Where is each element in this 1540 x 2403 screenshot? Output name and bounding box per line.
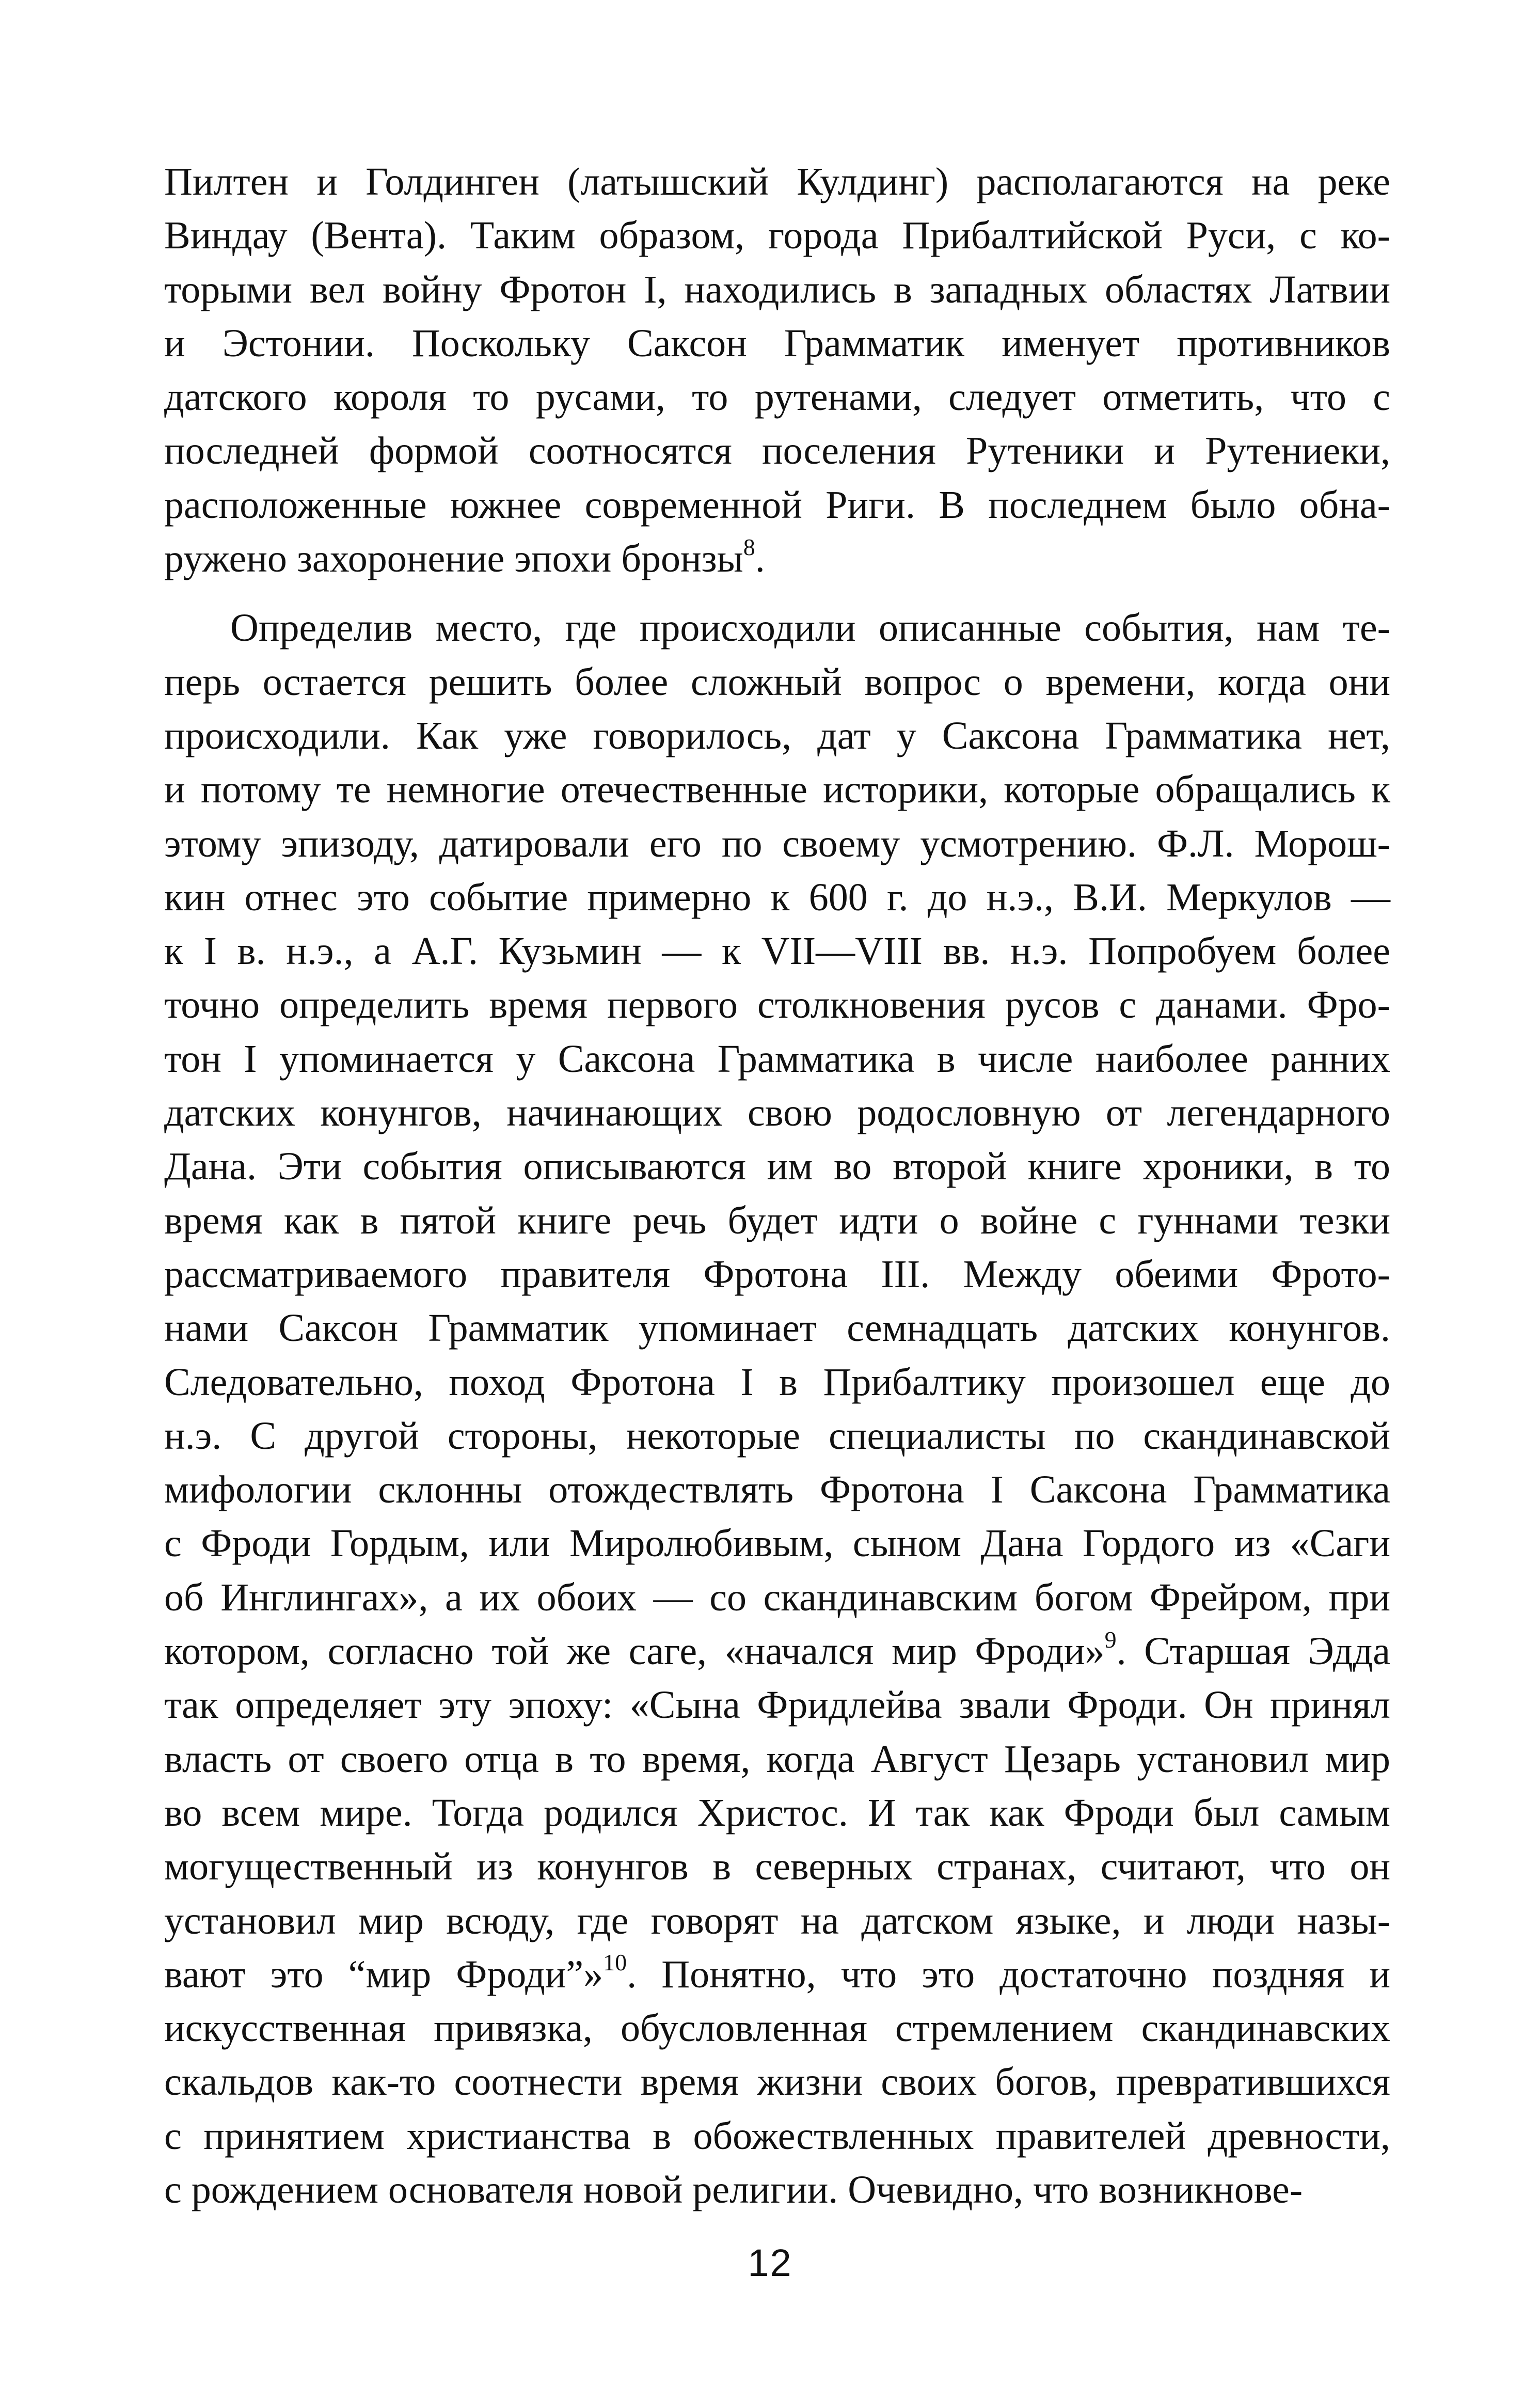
line-text: нами Саксон Грамматик упоминает семнадцать датских конунгов. (164, 1306, 1390, 1350)
text-line (164, 1463, 1390, 1516)
text-line (164, 1086, 1390, 1140)
line-text: Определив место, где происходили описанные события, нам те- (230, 606, 1390, 650)
text-line (164, 155, 1390, 209)
line-text: время как в пятой книге речь будет идти о войне с гуннами тезки (164, 1198, 1390, 1242)
line-text: происходили. Как уже говорилось, дат у Саксона Грамматика нет, (164, 714, 1390, 757)
line-text: расположенные южнее современной Риги. В последнем было обна- (164, 483, 1390, 527)
body-text (164, 155, 1390, 2217)
line-text: вают это “мир Фроди”» (164, 1952, 604, 1996)
line-text: этому эпизоду, датировали его по своему усмотрению. Ф.Л. Морош- (164, 821, 1390, 865)
line-text: последней формой соотносятся поселения Рутеники и Рутениеки, (164, 429, 1390, 473)
line-text: и Эстонии. Поскольку Саксон Грамматик именует противников (164, 321, 1390, 365)
line-text: власть от своего отца в то время, когда Август Цезарь установил мир (164, 1737, 1390, 1781)
line-text: скальдов как-то соотнести время жизни своих богов, превратившихся (164, 2060, 1390, 2104)
line-text: с Фроди Гордым, или Миролюбивым, сыном Дана Гордого из «Саги (164, 1522, 1390, 1566)
line-text: во всем мире. Тогда родился Христос. И так как Фроди был самым (164, 1791, 1390, 1835)
line-text: точно определить время первого столкновения русов с данами. Фро- (164, 983, 1390, 1027)
text-line (164, 871, 1390, 924)
text-line (164, 924, 1390, 978)
text-line (164, 1732, 1390, 1786)
text-line (164, 1140, 1390, 1193)
text-line (164, 424, 1390, 478)
text-line (164, 1409, 1390, 1463)
line-text: Виндау (Вента). Таким образом, города Прибалтийской Руси, с ко- (164, 214, 1390, 258)
line-text: мифологии склонны отождествлять Фротона I Саксона Грамматика (164, 1468, 1390, 1512)
line-text: так определяет эту эпоху: «Сына Фридлейва звали Фроди. Он принял (164, 1683, 1390, 1727)
line-text: перь остается решить более сложный вопрос о времени, когда они (164, 660, 1390, 704)
line-text: кин отнес это событие примерно к 600 г. до н.э., В.И. Меркулов — (164, 875, 1390, 919)
text-line (164, 709, 1390, 763)
footnote-marker: 10 (603, 1949, 627, 1976)
footnote-marker: 9 (1104, 1626, 1117, 1653)
text-line (164, 1786, 1390, 1840)
line-text: ружено захоронение эпохи бронзы (164, 537, 743, 581)
text-line (164, 209, 1390, 262)
footnote-marker: 8 (743, 533, 755, 560)
line-text-after-footnote: . Старшая Эдда (1116, 1630, 1390, 1673)
line-text: с принятием христианства в обожествленных правителей древности, (164, 2114, 1390, 2158)
line-text: с рождением основателя новой религии. Очевидно, что возникнове- (164, 2168, 1303, 2211)
text-line (164, 263, 1390, 317)
text-line (164, 1032, 1390, 1086)
line-text: котором, согласно той же саге, «начался мир Фроди» (164, 1630, 1105, 1673)
line-text: искусственная привязка, обусловленная стремлением скандинавских (164, 2006, 1390, 2050)
text-line (164, 1624, 1390, 1678)
paragraph (164, 155, 1390, 586)
text-line (164, 2109, 1390, 2163)
line-text: датского короля то русами, то рутенами, следует отметить, что с (164, 375, 1390, 419)
text-line (164, 1894, 1390, 1948)
text-line (164, 2055, 1390, 2109)
line-text: Пилтен и Голдинген (латышский Кулдинг) располагаются на реке (164, 160, 1390, 203)
text-line (164, 817, 1390, 871)
text-line (164, 1301, 1390, 1355)
text-line (164, 478, 1390, 532)
paragraph (164, 601, 1390, 2217)
text-line (164, 1516, 1390, 1570)
text-line (164, 2001, 1390, 2055)
line-text: установил мир всюду, где говорят на датском языке, и люди назы- (164, 1899, 1390, 1942)
text-line (164, 532, 1390, 586)
page-number: 12 (748, 2241, 792, 2284)
text-line (164, 601, 1390, 655)
text-line (164, 317, 1390, 370)
text-line (164, 1194, 1390, 1247)
line-text: датских конунгов, начинающих свою родословную от легендарного (164, 1091, 1390, 1135)
line-text: н.э. С другой стороны, некоторые специалисты по скандинавской (164, 1414, 1390, 1458)
line-text: об Инглингах», а их обоих — со скандинавским богом Фрейром, при (164, 1575, 1390, 1619)
text-line (164, 655, 1390, 709)
text-line (164, 763, 1390, 816)
line-text: Дана. Эти события описываются им во второй книге хроники, в то (164, 1145, 1390, 1189)
text-line (164, 370, 1390, 424)
line-text-after-footnote: . (755, 537, 765, 581)
line-text: тон I упоминается у Саксона Грамматика в числе наиболее ранних (164, 1037, 1390, 1081)
line-text: могущественный из конунгов в северных странах, считают, что он (164, 1845, 1390, 1889)
line-text: торыми вел войну Фротон I, находились в западных областях Латвии (164, 267, 1390, 311)
line-text: рассматриваемого правителя Фротона III. Между обеими Фрото- (164, 1252, 1390, 1296)
text-line (164, 1247, 1390, 1301)
text-line (164, 2163, 1390, 2217)
text-line (164, 978, 1390, 1032)
line-text: и потому те немногие отечественные историки, которые обращались к (164, 768, 1390, 812)
line-text: к I в. н.э., а А.Г. Кузьмин — к VII—VIII вв. н.э. Попробуем более (164, 929, 1390, 973)
text-line (164, 1678, 1390, 1732)
text-line (164, 1355, 1390, 1409)
line-text: Следовательно, поход Фротона I в Прибалтику произошел еще до (164, 1360, 1390, 1404)
text-line (164, 1948, 1390, 2001)
text-line (164, 1840, 1390, 1893)
text-line (164, 1571, 1390, 1624)
line-text-after-footnote: . Понятно, что это достаточно поздняя и (627, 1952, 1390, 1996)
